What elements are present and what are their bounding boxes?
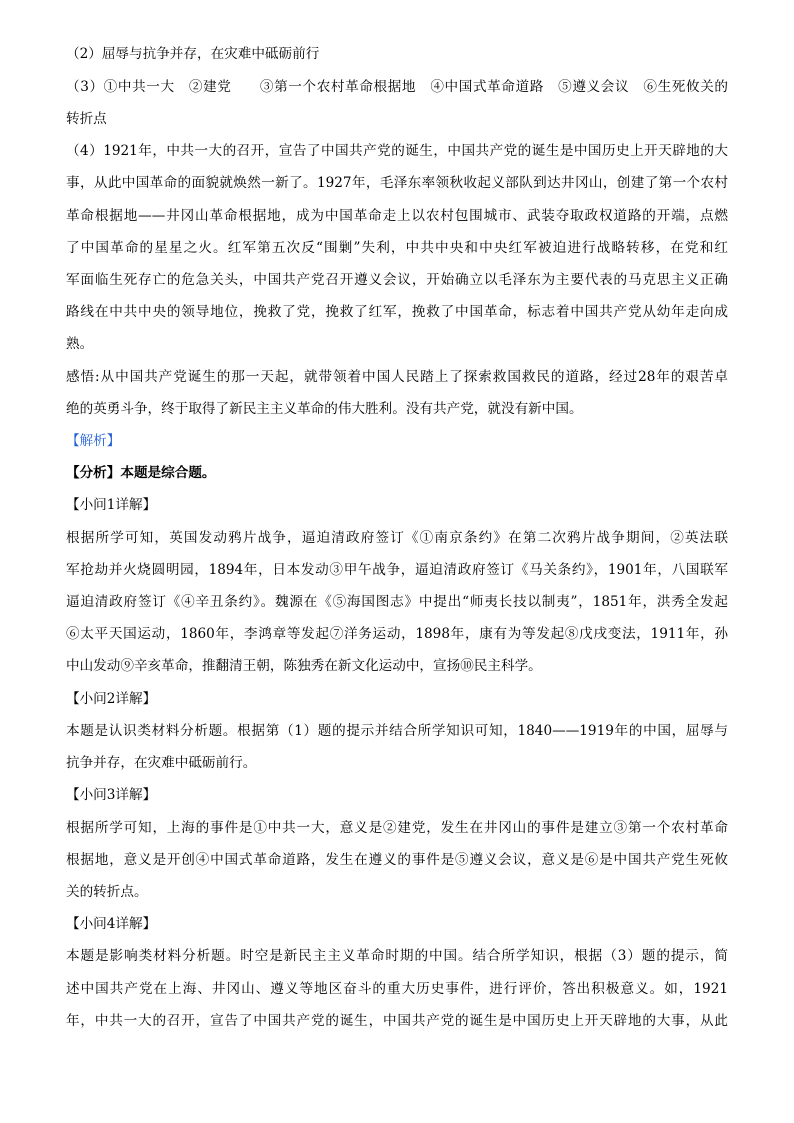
insight-line-2: 绝的英勇斗争，终于取得了新民主主义革命的伟大胜利。没有共产党，就没有新中国。 bbox=[66, 401, 583, 417]
subquestion-4-line-1: 本题是影响类材料分析题。时空是新民主主义革命时期的中国。结合所学知识，根据（3）题的提示，简 bbox=[66, 948, 728, 964]
answer-4-line-4: 了中国革命的星星之火。红军第五次反“围剿”失利，中共中央和中央红军被迫进行战略转移，在党和红 bbox=[66, 240, 728, 256]
answer-4-line-2: 事，从此中国革命的面貌就焕然一新了。1927年，毛泽东率领秋收起义部队到达井冈山，创建了第一个农村 bbox=[66, 175, 728, 191]
answer-3-line-1: （3）①中共一大 ②建党 ③第一个农村革命根据地 ④中国式革命道路 ⑤遵义会议 ⑥生死攸关的 bbox=[66, 79, 728, 95]
answer-4-line-1: （4）1921年，中共一大的召开，宣告了中国共产党的诞生，中国共产党的诞生是中国历史上开天辟地的大 bbox=[66, 143, 728, 159]
subquestion-2-heading: 【小问2详解】 bbox=[66, 691, 157, 707]
answer-4-line-6: 路线在中共中央的领导地位，挽救了党，挽救了红军，挽救了中国革命，标志着中国共产党从幼年走向成 bbox=[66, 304, 728, 320]
subquestion-1-line-2: 军抢劫并火烧圆明园，1894年，日本发动③甲午战争，逼迫清政府签订《马关条约》，1901年，八国联军 bbox=[66, 562, 728, 578]
subquestion-2-line-1: 本题是认识类材料分析题。根据第（1）题的提示并结合所学知识可知，1840——1919年的中国，屈辱与 bbox=[66, 723, 728, 739]
subquestion-1-line-1: 根据所学可知，英国发动鸦片战争，逼迫清政府签订《①南京条约》在第二次鸦片战争期间，②英法联 bbox=[66, 530, 728, 546]
subquestion-4-heading: 【小问4详解】 bbox=[66, 916, 157, 932]
subquestion-3-heading: 【小问3详解】 bbox=[66, 787, 157, 803]
subquestion-1-heading: 【小问1详解】 bbox=[66, 497, 157, 513]
subquestion-1-line-4: ⑥太平天国运动，1860年，李鸿章等发起⑦洋务运动，1898年，康有为等发起⑧戊戌变法，1911年，孙 bbox=[66, 626, 728, 642]
subquestion-1-line-3: 逼迫清政府签订《④辛丑条约》。魏源在《⑤海国图志》中提出“师夷长技以制夷”，1851年，洪秀全发起 bbox=[66, 594, 728, 610]
answer-2: （2）屈辱与抗争并存，在灾难中砥砺前行 bbox=[66, 46, 320, 62]
answer-4-line-5: 军面临生死存亡的危急关头，中国共产党召开遵义会议，开始确立以毛泽东为主要代表的马克思主义正确 bbox=[66, 272, 728, 288]
subquestion-3-line-3: 关的转折点。 bbox=[66, 884, 148, 900]
answer-4-line-3: 革命根据地——井冈山革命根据地，成为中国革命走上以农村包围城市、武装夺取政权道路的开端，点燃 bbox=[66, 208, 728, 224]
subquestion-2-line-2: 抗争并存，在灾难中砥砺前行。 bbox=[66, 755, 257, 771]
analysis-heading: 【解析】 bbox=[66, 433, 121, 449]
subquestion-3-line-2: 根据地，意义是开创④中国式革命道路，发生在遵义的事件是⑤遵义会议，意义是⑥是中国共产党生死攸 bbox=[66, 852, 728, 868]
subquestion-4-line-3: 年，中共一大的召开，宣告了中国共产党的诞生，中国共产党的诞生是中国历史上开天辟地的大事，从此 bbox=[66, 1013, 728, 1029]
subquestion-3-line-1: 根据所学可知，上海的事件是①中共一大，意义是②建党，发生在井冈山的事件是建立③第一个农村革命 bbox=[66, 820, 728, 836]
answer-4-line-7: 熟。 bbox=[66, 336, 94, 352]
insight-line-1: 感悟:从中国共产党诞生的那一天起，就带领着中国人民踏上了探索救国救民的道路，经过28年的艰苦卓 bbox=[66, 369, 728, 385]
subquestion-1-line-5: 中山发动⑨辛亥革命，推翻清王朝，陈独秀在新文化运动中，宣扬⑩民主科学。 bbox=[66, 658, 542, 674]
subquestion-4-line-2: 述中国共产党在上海、井冈山、遵义等地区奋斗的重大历史事件，进行评价，答出积极意义。如，1921 bbox=[66, 981, 728, 997]
analysis-summary: 【分析】本题是综合题。 bbox=[66, 465, 216, 481]
answer-3-line-2: 转折点 bbox=[66, 111, 107, 127]
